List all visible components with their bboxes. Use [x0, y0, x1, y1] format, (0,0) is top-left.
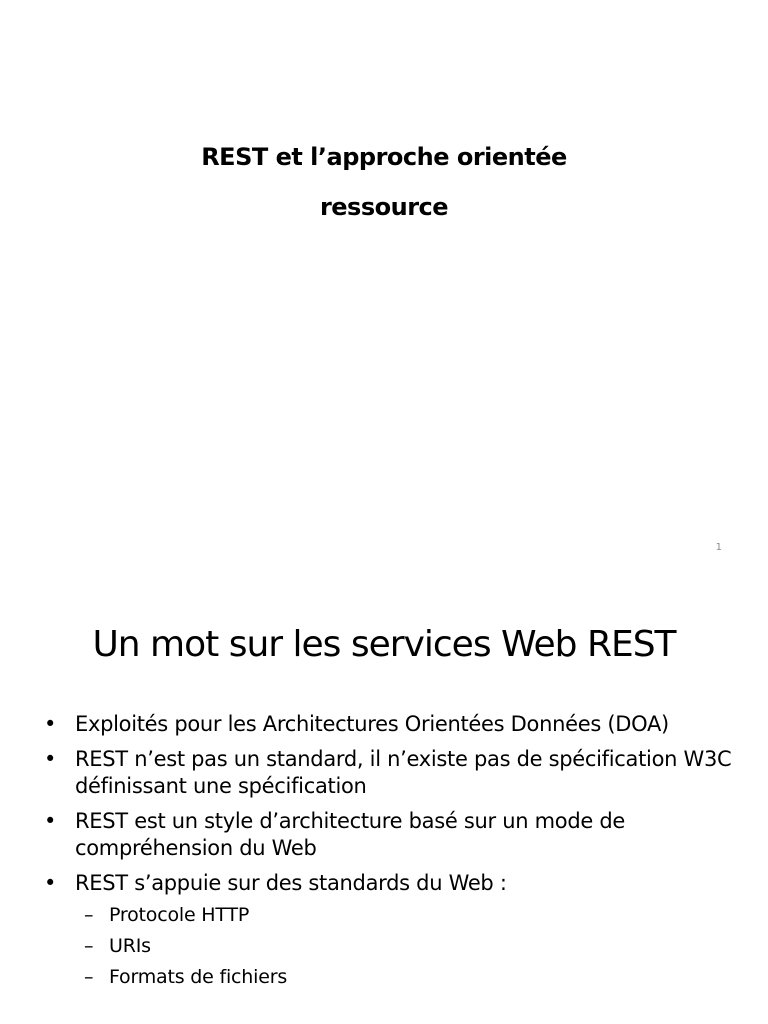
content-slide	[0, 576, 768, 1024]
sub-list	[75, 900, 744, 993]
sub-item-text: Protocole HTTP	[109, 904, 250, 926]
bullet-text: REST est un style d’architecture basé sur un mode de compréhension du Web	[75, 809, 626, 860]
bullet-item-doa	[44, 711, 744, 738]
sub-item-uris	[75, 931, 744, 962]
bullet-list	[44, 711, 744, 1001]
bullet-item-web-standards	[44, 870, 744, 993]
bullet-dot-icon: •	[44, 712, 57, 736]
bullet-text: REST s’appuie sur des standards du Web :	[75, 871, 507, 895]
sub-item-http	[75, 900, 744, 931]
dash-icon: –	[84, 966, 94, 988]
sub-item-text: Formats de fichiers	[109, 966, 288, 988]
sub-item-file-formats	[75, 962, 744, 993]
page-number: 1	[715, 542, 722, 553]
sub-item-text: URIs	[109, 935, 151, 957]
bullet-text: REST n’est pas un standard, il n’existe pas de spécification W3C définissant une spécification	[75, 747, 732, 798]
bullet-text: Exploités pour les Architectures Orientées Données (DOA)	[75, 712, 669, 736]
slide-title-line-1: REST et l’approche orientée	[201, 143, 567, 171]
bullet-dot-icon: •	[44, 747, 57, 771]
bullet-dot-icon: •	[44, 809, 57, 833]
dash-icon: –	[84, 904, 94, 926]
slide-heading: Un mot sur les services Web REST	[92, 624, 676, 665]
bullet-item-not-standard	[44, 746, 744, 800]
bullet-item-architecture-style	[44, 808, 744, 862]
bullet-dot-icon: •	[44, 871, 57, 895]
dash-icon: –	[84, 935, 94, 957]
slide-title-line-2: ressource	[319, 193, 449, 221]
